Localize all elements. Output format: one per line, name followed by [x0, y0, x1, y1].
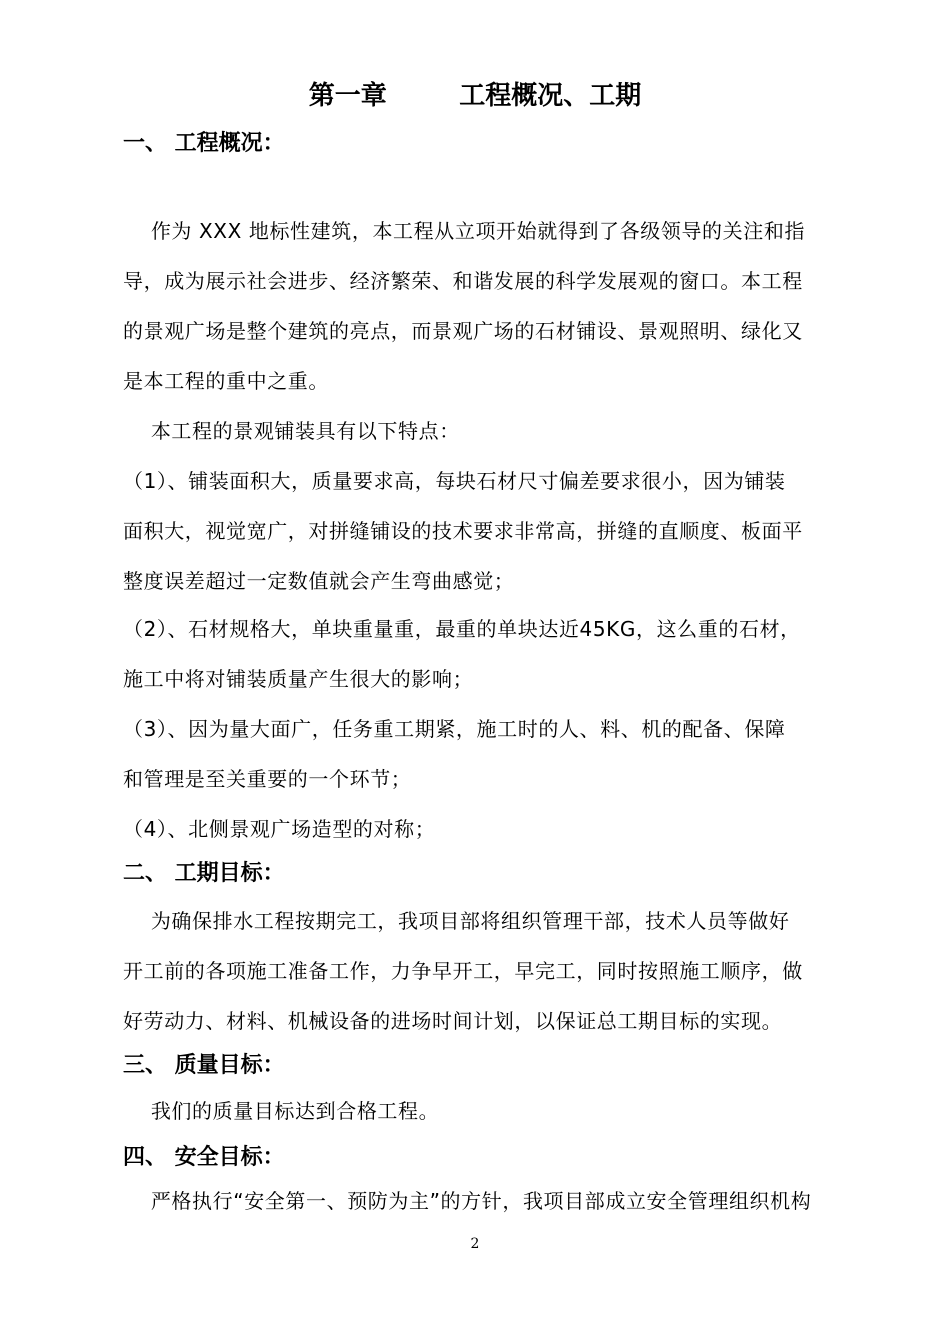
overview-line-10: 施工中将对铺装质量产生很大的影响； — [123, 667, 474, 691]
overview-line-3: 的景观广场是整个建筑的亮点，而景观广场的石材铺设、景观照明、绿化又 — [123, 319, 803, 343]
schedule-line-2: 开工前的各项施工准备工作，力争早开工，早完工，同时按照施工顺序，做 — [123, 959, 803, 983]
section-heading-overview: 一、 工程概况： — [123, 131, 285, 156]
page-number: 2 — [470, 1236, 480, 1252]
overview-line-7: 面积大，视觉宽广，对拼缝铺设的技术要求非常高，拼缝的直顺度、板面平 — [123, 519, 803, 543]
section-heading-schedule: 二、 工期目标： — [123, 861, 285, 886]
quality-line-1: 我们的质量目标达到合格工程。 — [123, 1099, 440, 1123]
overview-line-8: 整度误差超过一定数值就会产生弯曲感觉； — [123, 569, 515, 593]
overview-line-6: （1）、铺装面积大，质量要求高，每块石材尺寸偏差要求很小，因为铺装 — [123, 469, 786, 493]
schedule-line-3: 好劳动力、材料、机械设备的进场时间计划，以保证总工期目标的实现。 — [123, 1009, 783, 1033]
overview-line-1: 作为 XXX 地标性建筑，本工程从立项开始就得到了各级领导的关注和指 — [123, 219, 806, 243]
chapter-title: 第一章 工程概况、工期 — [308, 81, 642, 111]
overview-line-4: 是本工程的重中之重。 — [123, 369, 329, 393]
safety-line-1: 严格执行“安全第一、预防为主”的方针，我项目部成立安全管理组织机构 — [123, 1189, 812, 1213]
section-heading-safety: 四、 安全目标： — [123, 1145, 285, 1170]
overview-line-5: 本工程的景观铺装具有以下特点： — [123, 419, 460, 443]
overview-line-13: （4）、北侧景观广场造型的对称； — [123, 817, 436, 841]
section-heading-quality: 三、 质量目标： — [123, 1053, 285, 1078]
overview-line-2: 导，成为展示社会进步、经济繁荣、和谐发展的科学发展观的窗口。本工程 — [123, 269, 803, 293]
overview-line-12: 和管理是至关重要的一个环节； — [123, 767, 412, 791]
schedule-line-1: 为确保排水工程按期完工，我项目部将组织管理干部，技术人员等做好 — [123, 909, 790, 933]
overview-line-9: （2）、石材规格大，单块重量重，最重的单块达近45KG，这么重的石材， — [123, 617, 801, 641]
overview-line-11: （3）、因为量大面广，任务重工期紧，施工时的人、料、机的配备、保障 — [123, 717, 786, 741]
